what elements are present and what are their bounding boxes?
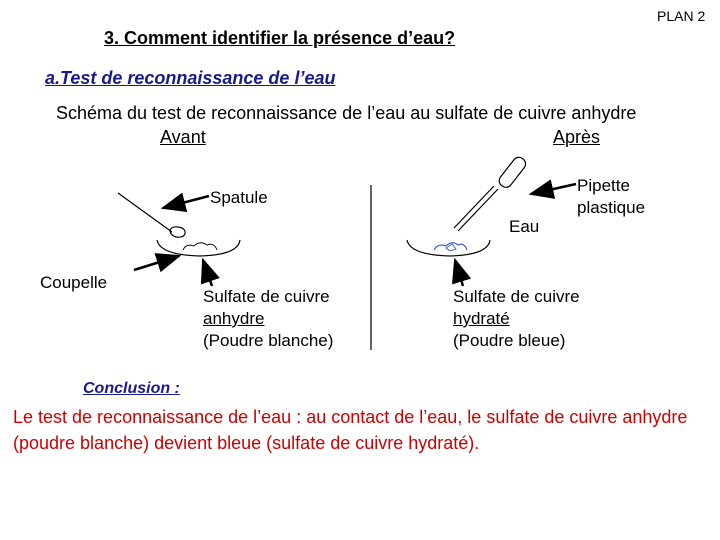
eau-label: Eau [509, 217, 540, 236]
pipette-label-line2: plastique [577, 198, 646, 217]
main-title: 3. Comment identifier la présence d’eau? [104, 28, 456, 48]
pipette-label-line1: Pipette [577, 176, 630, 195]
pipette-arrow-icon [531, 184, 576, 194]
dish-icon [157, 240, 240, 256]
sulfate-after-line3: (Poudre bleue) [453, 331, 566, 350]
schema-title: Schéma du test de reconnaissance de l’eau au sulfate de cuivre anhydre [56, 103, 637, 123]
sulfate-before-line2: anhydre [203, 309, 265, 328]
sulfate-after-arrow-icon [455, 260, 463, 286]
sulfate-before-label [203, 286, 333, 352]
sulfate-before-arrow-icon [203, 260, 212, 286]
sulfate-after-label [453, 286, 580, 352]
spatula-icon [118, 193, 185, 237]
after-label: Après [553, 127, 601, 147]
dish-icon [407, 240, 490, 256]
sulfate-before-line3: (Poudre blanche) [203, 331, 334, 350]
sulfate-after-line2: hydraté [453, 309, 510, 328]
spatule-label: Spatule [210, 188, 268, 207]
sulfate-after-line1: Sulfate de cuivre [453, 287, 580, 306]
section-title: a.Test de reconnaissance de l’eau [45, 68, 336, 88]
spatule-arrow-icon [163, 196, 209, 208]
before-label: Avant [160, 127, 206, 147]
coupelle-arrow-icon [134, 256, 179, 270]
plan-label: PLAN 2 [657, 8, 706, 24]
conclusion-text: Le test de reconnaissance de l’eau : au contact de l’eau, le sulfate de cuivre anhydre (poudre blanche) devient bleue (sulfate de cuivre hydraté). [13, 407, 688, 453]
coupelle-label: Coupelle [40, 273, 108, 292]
conclusion-label: Conclusion : [83, 380, 180, 397]
sulfate-before-line1: Sulfate de cuivre [203, 287, 330, 306]
pipette-label [577, 175, 645, 219]
